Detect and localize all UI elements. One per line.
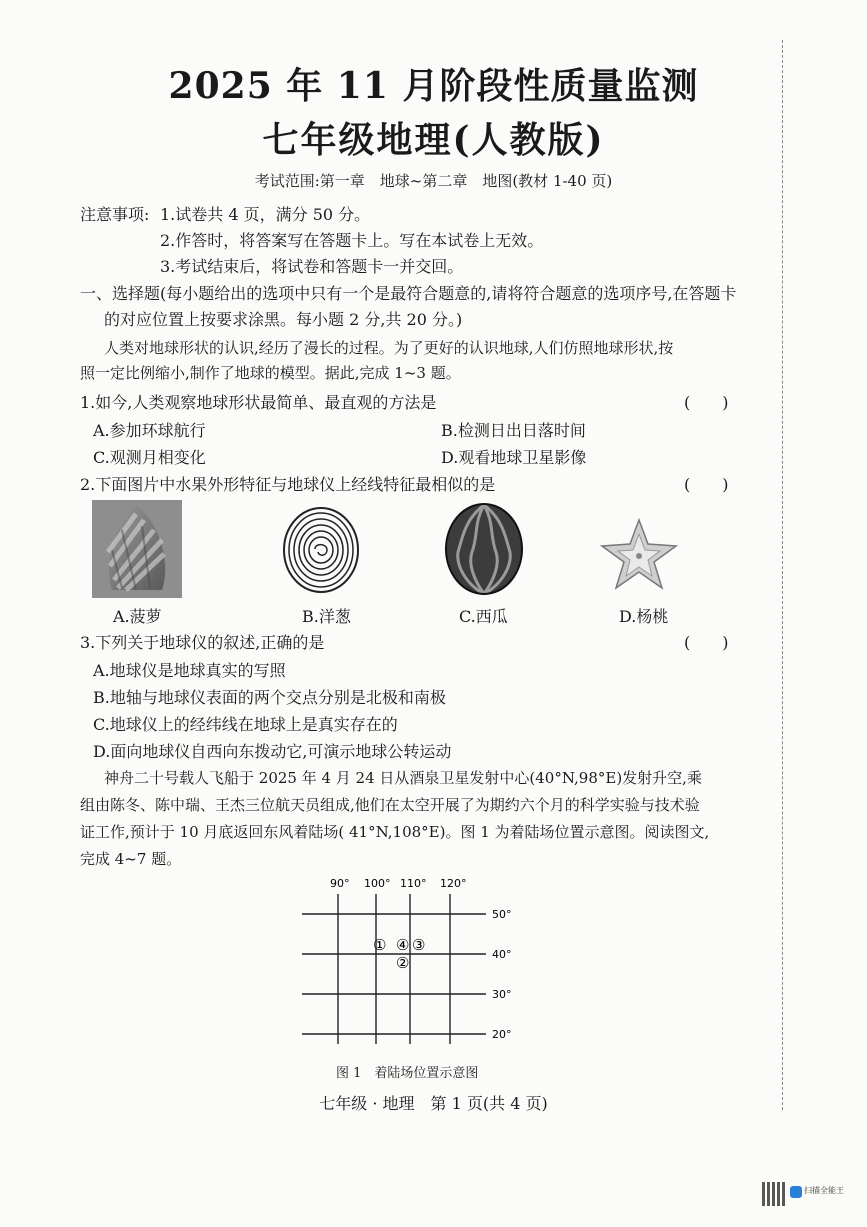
- q3-option-d: D.面向地球仪自西向东拨动它,可演示地球公转运动: [93, 742, 452, 761]
- passage-text: 证工作,预计于 10 月底返回东风着陆场( 41°N,108°E)。图 1 为着陆场位置示意图。阅读图文,: [80, 823, 710, 841]
- camscanner-logo-icon: [790, 1186, 802, 1198]
- starfruit-image: [600, 518, 678, 590]
- answer-paren: ( ): [684, 393, 729, 412]
- passage-text: 照一定比例缩小,制作了地球的模型。据此,完成 1~3 题。: [80, 364, 461, 382]
- page-footer: 七年级 · 地理 第 1 页(共 4 页): [319, 1094, 548, 1113]
- exam-title: 2025 年 11 月阶段性质量监测: [168, 65, 699, 107]
- lat-label: 30°: [492, 988, 512, 1001]
- q1-option-a: A.参加环球航行: [93, 421, 206, 440]
- passage-text: 人类对地球形状的认识,经历了漫长的过程。为了更好的认识地球,人们仿照地球形状,按: [104, 339, 674, 357]
- q1-option-b: B.检测日出日落时间: [441, 421, 586, 440]
- fruit-caption-c: C.西瓜: [459, 607, 508, 626]
- map-marker-2: ②: [396, 954, 410, 972]
- passage-text: 神舟二十号载人飞船于 2025 年 4 月 24 日从酒泉卫星发射中心(40°N,98°E)发射升空,乘: [104, 769, 702, 787]
- section-heading-cont: 的对应位置上按要求涂黑。每小题 2 分,共 20 分。): [104, 310, 463, 329]
- pineapple-image: [92, 500, 182, 598]
- exam-scope: 考试范围:第一章 地球~第二章 地图(教材 1-40 页): [254, 172, 613, 190]
- map-grid: [302, 894, 486, 1044]
- passage-text: 组由陈冬、陈中瑞、王杰三位航天员组成,他们在太空开展了为期约六个月的科学实验与技术验: [80, 796, 700, 814]
- map-marker-3: ③: [412, 936, 426, 954]
- q3-option-b: B.地轴与地球仪表面的两个交点分别是北极和南极: [93, 688, 446, 707]
- question-1-stem: 1.如今,人类观察地球形状最简单、最直观的方法是: [80, 393, 437, 412]
- lat-label: 20°: [492, 1028, 512, 1041]
- binding-line: [782, 40, 783, 1110]
- answer-paren: ( ): [684, 633, 729, 652]
- notes-label: 注意事项:: [80, 205, 150, 224]
- question-3-stem: 3.下列关于地球仪的叙述,正确的是: [80, 633, 325, 652]
- camscanner-brand: 扫描全能王: [804, 1186, 844, 1195]
- fruit-caption-a: A.菠萝: [113, 607, 162, 626]
- onion-image: [282, 505, 360, 595]
- lat-label: 50°: [492, 908, 512, 921]
- qr-code-icon: [762, 1182, 786, 1206]
- fruit-caption-d: D.杨桃: [619, 607, 669, 626]
- q1-option-d: D.观看地球卫星影像: [441, 448, 587, 467]
- watermelon-image: [444, 502, 524, 596]
- lat-label: 40°: [492, 948, 512, 961]
- note-item: 2.作答时，将答案写在答题卡上。写在本试卷上无效。: [160, 231, 544, 250]
- landing-site-map: [290, 872, 530, 1052]
- lon-label: 110°: [400, 877, 427, 890]
- question-2-stem: 2.下面图片中水果外形特征与地球仪上经线特征最相似的是: [80, 475, 496, 494]
- note-item: 1.试卷共 4 页，满分 50 分。: [160, 205, 371, 224]
- lon-label: 100°: [364, 877, 391, 890]
- lon-label: 90°: [330, 877, 350, 890]
- map-marker-4: ④: [396, 936, 410, 954]
- exam-subtitle: 七年级地理(人教版): [262, 119, 605, 161]
- fruit-caption-b: B.洋葱: [302, 607, 351, 626]
- passage-text: 完成 4~7 题。: [80, 850, 182, 868]
- note-item: 3.考试结束后，将试卷和答题卡一并交回。: [160, 257, 464, 276]
- q3-option-c: C.地球仪上的经纬线在地球上是真实存在的: [93, 715, 398, 734]
- q3-option-a: A.地球仪是地球真实的写照: [93, 661, 286, 680]
- map-marker-1: ①: [373, 936, 387, 954]
- section-heading: 一、选择题(每小题给出的选项中只有一个是最符合题意的,请将符合题意的选项序号,在答题卡: [80, 284, 737, 303]
- lon-label: 120°: [440, 877, 467, 890]
- figure-caption: 图 1 着陆场位置示意图: [336, 1066, 479, 1081]
- q1-option-c: C.观测月相变化: [93, 448, 206, 467]
- answer-paren: ( ): [684, 475, 729, 494]
